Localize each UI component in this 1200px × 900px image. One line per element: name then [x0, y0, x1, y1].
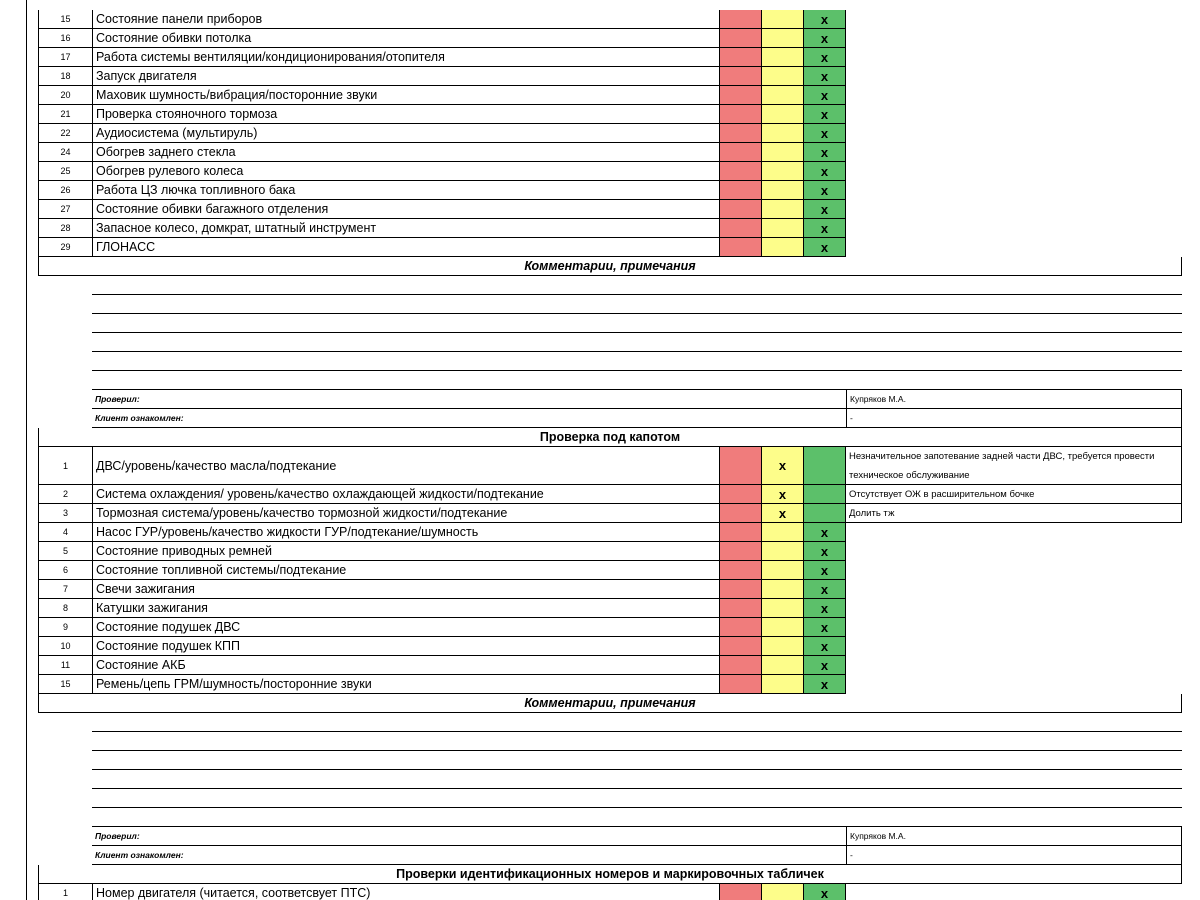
check-item-name: Обогрев заднего стекла: [92, 143, 719, 162]
status-green-cell[interactable]: x: [803, 200, 846, 219]
checklist-row: [38, 523, 1182, 542]
checklist-row: [38, 675, 1182, 694]
checklist-row: [38, 884, 1182, 900]
status-yellow-cell[interactable]: [761, 29, 803, 48]
status-red-cell[interactable]: [719, 618, 761, 637]
status-red-cell[interactable]: [719, 162, 761, 181]
status-red-cell[interactable]: [719, 656, 761, 675]
row-number: 7: [38, 580, 92, 599]
checklist-row: [38, 637, 1182, 656]
status-green-cell[interactable]: [803, 485, 846, 504]
checklist-row: [38, 599, 1182, 618]
status-green-cell[interactable]: x: [803, 219, 846, 238]
row-number: 1: [38, 884, 92, 900]
checklist-row: [38, 561, 1182, 580]
checklist-row: [38, 67, 1182, 86]
status-red-cell[interactable]: [719, 181, 761, 200]
row-number: 27: [38, 200, 92, 219]
row-number: 8: [38, 599, 92, 618]
check-item-name: Аудиосистема (мультируль): [92, 124, 719, 143]
status-yellow-cell[interactable]: [761, 238, 803, 257]
section-title: Проверка под капотом: [38, 428, 1182, 447]
check-item-name: Состояние топливной системы/подтекание: [92, 561, 719, 580]
inspection-sheet: [38, 10, 1182, 900]
row-number: 24: [38, 143, 92, 162]
checklist-row: [38, 200, 1182, 219]
status-yellow-cell[interactable]: [761, 542, 803, 561]
check-item-name: Работа системы вентиляции/кондиционирования/отопителя: [92, 48, 719, 67]
section-title: Проверки идентификационных номеров и маркировочных табличек: [38, 865, 1182, 884]
status-green-cell[interactable]: x: [803, 580, 846, 599]
check-item-name: Проверка стояночного тормоза: [92, 105, 719, 124]
comment-line[interactable]: [38, 371, 1182, 390]
status-green-cell[interactable]: x: [803, 656, 846, 675]
status-green-cell[interactable]: x: [803, 618, 846, 637]
row-number: 26: [38, 181, 92, 200]
checklist-row: [38, 618, 1182, 637]
row-number: 18: [38, 67, 92, 86]
row-number: 5: [38, 542, 92, 561]
row-note: Отсутствует ОЖ в расширительном бочке: [846, 485, 1182, 504]
checklist-row: [38, 48, 1182, 67]
comment-line[interactable]: [38, 295, 1182, 314]
status-green-cell[interactable]: x: [803, 675, 846, 694]
check-item-name: Катушки зажигания: [92, 599, 719, 618]
status-yellow-cell[interactable]: [761, 656, 803, 675]
status-yellow-cell[interactable]: [761, 162, 803, 181]
check-item-name: Ремень/цепь ГРМ/шумность/посторонние звуки: [92, 675, 719, 694]
status-red-cell[interactable]: [719, 637, 761, 656]
status-green-cell[interactable]: x: [803, 143, 846, 162]
status-green-cell[interactable]: x: [803, 124, 846, 143]
checklist-row: [38, 181, 1182, 200]
status-green-cell[interactable]: x: [803, 48, 846, 67]
status-red-cell[interactable]: [719, 200, 761, 219]
checklist-row: [38, 656, 1182, 675]
status-yellow-cell[interactable]: x: [761, 504, 803, 523]
checklist-row: [38, 143, 1182, 162]
status-yellow-cell[interactable]: [761, 637, 803, 656]
signature-label: Проверил:: [92, 827, 846, 846]
check-item-name: ДВС/уровень/качество масла/подтекание: [92, 447, 719, 485]
signature-label: Клиент ознакомлен:: [92, 846, 846, 865]
signature-value[interactable]: Купряков М.А.: [846, 827, 1182, 846]
comments-heading: Комментарии, примечания: [38, 257, 1182, 276]
status-green-cell[interactable]: [803, 504, 846, 523]
check-item-name: Свечи зажигания: [92, 580, 719, 599]
status-yellow-cell[interactable]: [761, 618, 803, 637]
status-green-cell[interactable]: x: [803, 10, 846, 29]
check-item-name: Номер двигателя (читается, соответсвует ПТС): [92, 884, 719, 900]
status-red-cell[interactable]: [719, 675, 761, 694]
row-note: Долить тж: [846, 504, 1182, 523]
status-green-cell[interactable]: x: [803, 884, 846, 900]
signature-row: [38, 827, 1182, 846]
status-yellow-cell[interactable]: [761, 523, 803, 542]
checklist-row: [38, 485, 1182, 504]
status-yellow-cell[interactable]: [761, 675, 803, 694]
row-number: 17: [38, 48, 92, 67]
row-number: 29: [38, 238, 92, 257]
comment-line[interactable]: [38, 732, 1182, 751]
row-number: 11: [38, 656, 92, 675]
status-red-cell[interactable]: [719, 67, 761, 86]
check-item-name: Состояние панели приборов: [92, 10, 719, 29]
status-green-cell[interactable]: x: [803, 29, 846, 48]
comment-line[interactable]: [38, 808, 1182, 827]
check-item-name: Состояние обивки багажного отделения: [92, 200, 719, 219]
row-number: 28: [38, 219, 92, 238]
checklist-row: [38, 504, 1182, 523]
status-red-cell[interactable]: [719, 580, 761, 599]
status-yellow-cell[interactable]: [761, 599, 803, 618]
checklist-row: [38, 10, 1182, 29]
status-red-cell[interactable]: [719, 48, 761, 67]
checklist-row: [38, 162, 1182, 181]
status-yellow-cell[interactable]: [761, 580, 803, 599]
row-number: 2: [38, 485, 92, 504]
row-note: Незначительное запотевание задней части ДВС, требуется провести техническое обслуживание: [846, 447, 1182, 485]
status-red-cell[interactable]: [719, 143, 761, 162]
checklist-row: [38, 238, 1182, 257]
check-item-name: Тормозная система/уровень/качество тормозной жидкости/подтекание: [92, 504, 719, 523]
status-red-cell[interactable]: [719, 29, 761, 48]
row-number: 22: [38, 124, 92, 143]
status-yellow-cell[interactable]: [761, 105, 803, 124]
row-number: 10: [38, 637, 92, 656]
row-number: 4: [38, 523, 92, 542]
row-number: 1: [38, 447, 92, 485]
status-yellow-cell[interactable]: [761, 86, 803, 105]
status-red-cell[interactable]: [719, 485, 761, 504]
check-item-name: Обогрев рулевого колеса: [92, 162, 719, 181]
status-yellow-cell[interactable]: [761, 67, 803, 86]
checklist-row: [38, 542, 1182, 561]
check-item-name: Состояние обивки потолка: [92, 29, 719, 48]
comment-line[interactable]: [38, 352, 1182, 371]
status-red-cell[interactable]: [719, 504, 761, 523]
check-item-name: Запасное колесо, домкрат, штатный инструмент: [92, 219, 719, 238]
status-yellow-cell[interactable]: [761, 561, 803, 580]
checklist-row: [38, 86, 1182, 105]
status-yellow-cell[interactable]: x: [761, 485, 803, 504]
signature-value[interactable]: -: [846, 409, 1182, 428]
status-red-cell[interactable]: [719, 238, 761, 257]
signature-label: Клиент ознакомлен:: [92, 409, 846, 428]
status-green-cell[interactable]: x: [803, 599, 846, 618]
status-red-cell[interactable]: [719, 219, 761, 238]
checklist-row: [38, 580, 1182, 599]
row-number: 20: [38, 86, 92, 105]
status-red-cell[interactable]: [719, 523, 761, 542]
checklist-row: [38, 447, 1182, 485]
status-red-cell[interactable]: [719, 561, 761, 580]
status-red-cell[interactable]: [719, 542, 761, 561]
status-yellow-cell[interactable]: [761, 884, 803, 900]
checklist-row: [38, 219, 1182, 238]
row-number: 9: [38, 618, 92, 637]
check-item-name: Состояние приводных ремней: [92, 542, 719, 561]
status-green-cell[interactable]: x: [803, 86, 846, 105]
comment-line[interactable]: [38, 713, 1182, 732]
check-item-name: Состояние подушек ДВС: [92, 618, 719, 637]
status-green-cell[interactable]: x: [803, 162, 846, 181]
status-yellow-cell[interactable]: [761, 48, 803, 67]
comment-line[interactable]: [38, 770, 1182, 789]
status-red-cell[interactable]: [719, 884, 761, 900]
status-red-cell[interactable]: [719, 447, 761, 485]
status-red-cell[interactable]: [719, 86, 761, 105]
comment-line[interactable]: [38, 276, 1182, 295]
status-green-cell[interactable]: x: [803, 181, 846, 200]
check-item-name: Состояние подушек КПП: [92, 637, 719, 656]
comment-line[interactable]: [38, 751, 1182, 770]
checklist-row: [38, 105, 1182, 124]
status-green-cell[interactable]: [803, 447, 846, 485]
status-green-cell[interactable]: x: [803, 105, 846, 124]
status-green-cell[interactable]: x: [803, 561, 846, 580]
status-red-cell[interactable]: [719, 105, 761, 124]
status-yellow-cell[interactable]: [761, 143, 803, 162]
status-yellow-cell[interactable]: [761, 181, 803, 200]
signature-value[interactable]: Купряков М.А.: [846, 390, 1182, 409]
signature-row: [38, 846, 1182, 865]
comments-heading: Комментарии, примечания: [38, 694, 1182, 713]
check-item-name: Состояние АКБ: [92, 656, 719, 675]
status-yellow-cell[interactable]: [761, 200, 803, 219]
comment-line[interactable]: [38, 789, 1182, 808]
row-number: 15: [38, 675, 92, 694]
comment-line[interactable]: [38, 314, 1182, 333]
status-red-cell[interactable]: [719, 124, 761, 143]
status-yellow-cell[interactable]: x: [761, 447, 803, 485]
status-red-cell[interactable]: [719, 10, 761, 29]
row-number: 6: [38, 561, 92, 580]
page-left-border: [26, 0, 27, 900]
status-green-cell[interactable]: x: [803, 523, 846, 542]
status-green-cell[interactable]: x: [803, 542, 846, 561]
signature-label: Проверил:: [92, 390, 846, 409]
comment-line[interactable]: [38, 333, 1182, 352]
row-number: 3: [38, 504, 92, 523]
status-green-cell[interactable]: x: [803, 637, 846, 656]
signature-value[interactable]: -: [846, 846, 1182, 865]
row-number: 15: [38, 10, 92, 29]
row-number: 16: [38, 29, 92, 48]
status-yellow-cell[interactable]: [761, 124, 803, 143]
status-green-cell[interactable]: x: [803, 67, 846, 86]
check-item-name: Работа ЦЗ лючка топливного бака: [92, 181, 719, 200]
signature-row: [38, 409, 1182, 428]
status-yellow-cell[interactable]: [761, 219, 803, 238]
status-green-cell[interactable]: x: [803, 238, 846, 257]
row-number: 21: [38, 105, 92, 124]
checklist-row: [38, 29, 1182, 48]
checklist-row: [38, 124, 1182, 143]
status-yellow-cell[interactable]: [761, 10, 803, 29]
row-number: 25: [38, 162, 92, 181]
check-item-name: ГЛОНАСС: [92, 238, 719, 257]
check-item-name: Запуск двигателя: [92, 67, 719, 86]
check-item-name: Насос ГУР/уровень/качество жидкости ГУР/подтекание/шумность: [92, 523, 719, 542]
signature-row: [38, 390, 1182, 409]
check-item-name: Маховик шумность/вибрация/посторонние звуки: [92, 86, 719, 105]
status-red-cell[interactable]: [719, 599, 761, 618]
check-item-name: Система охлаждения/ уровень/качество охлаждающей жидкости/подтекание: [92, 485, 719, 504]
